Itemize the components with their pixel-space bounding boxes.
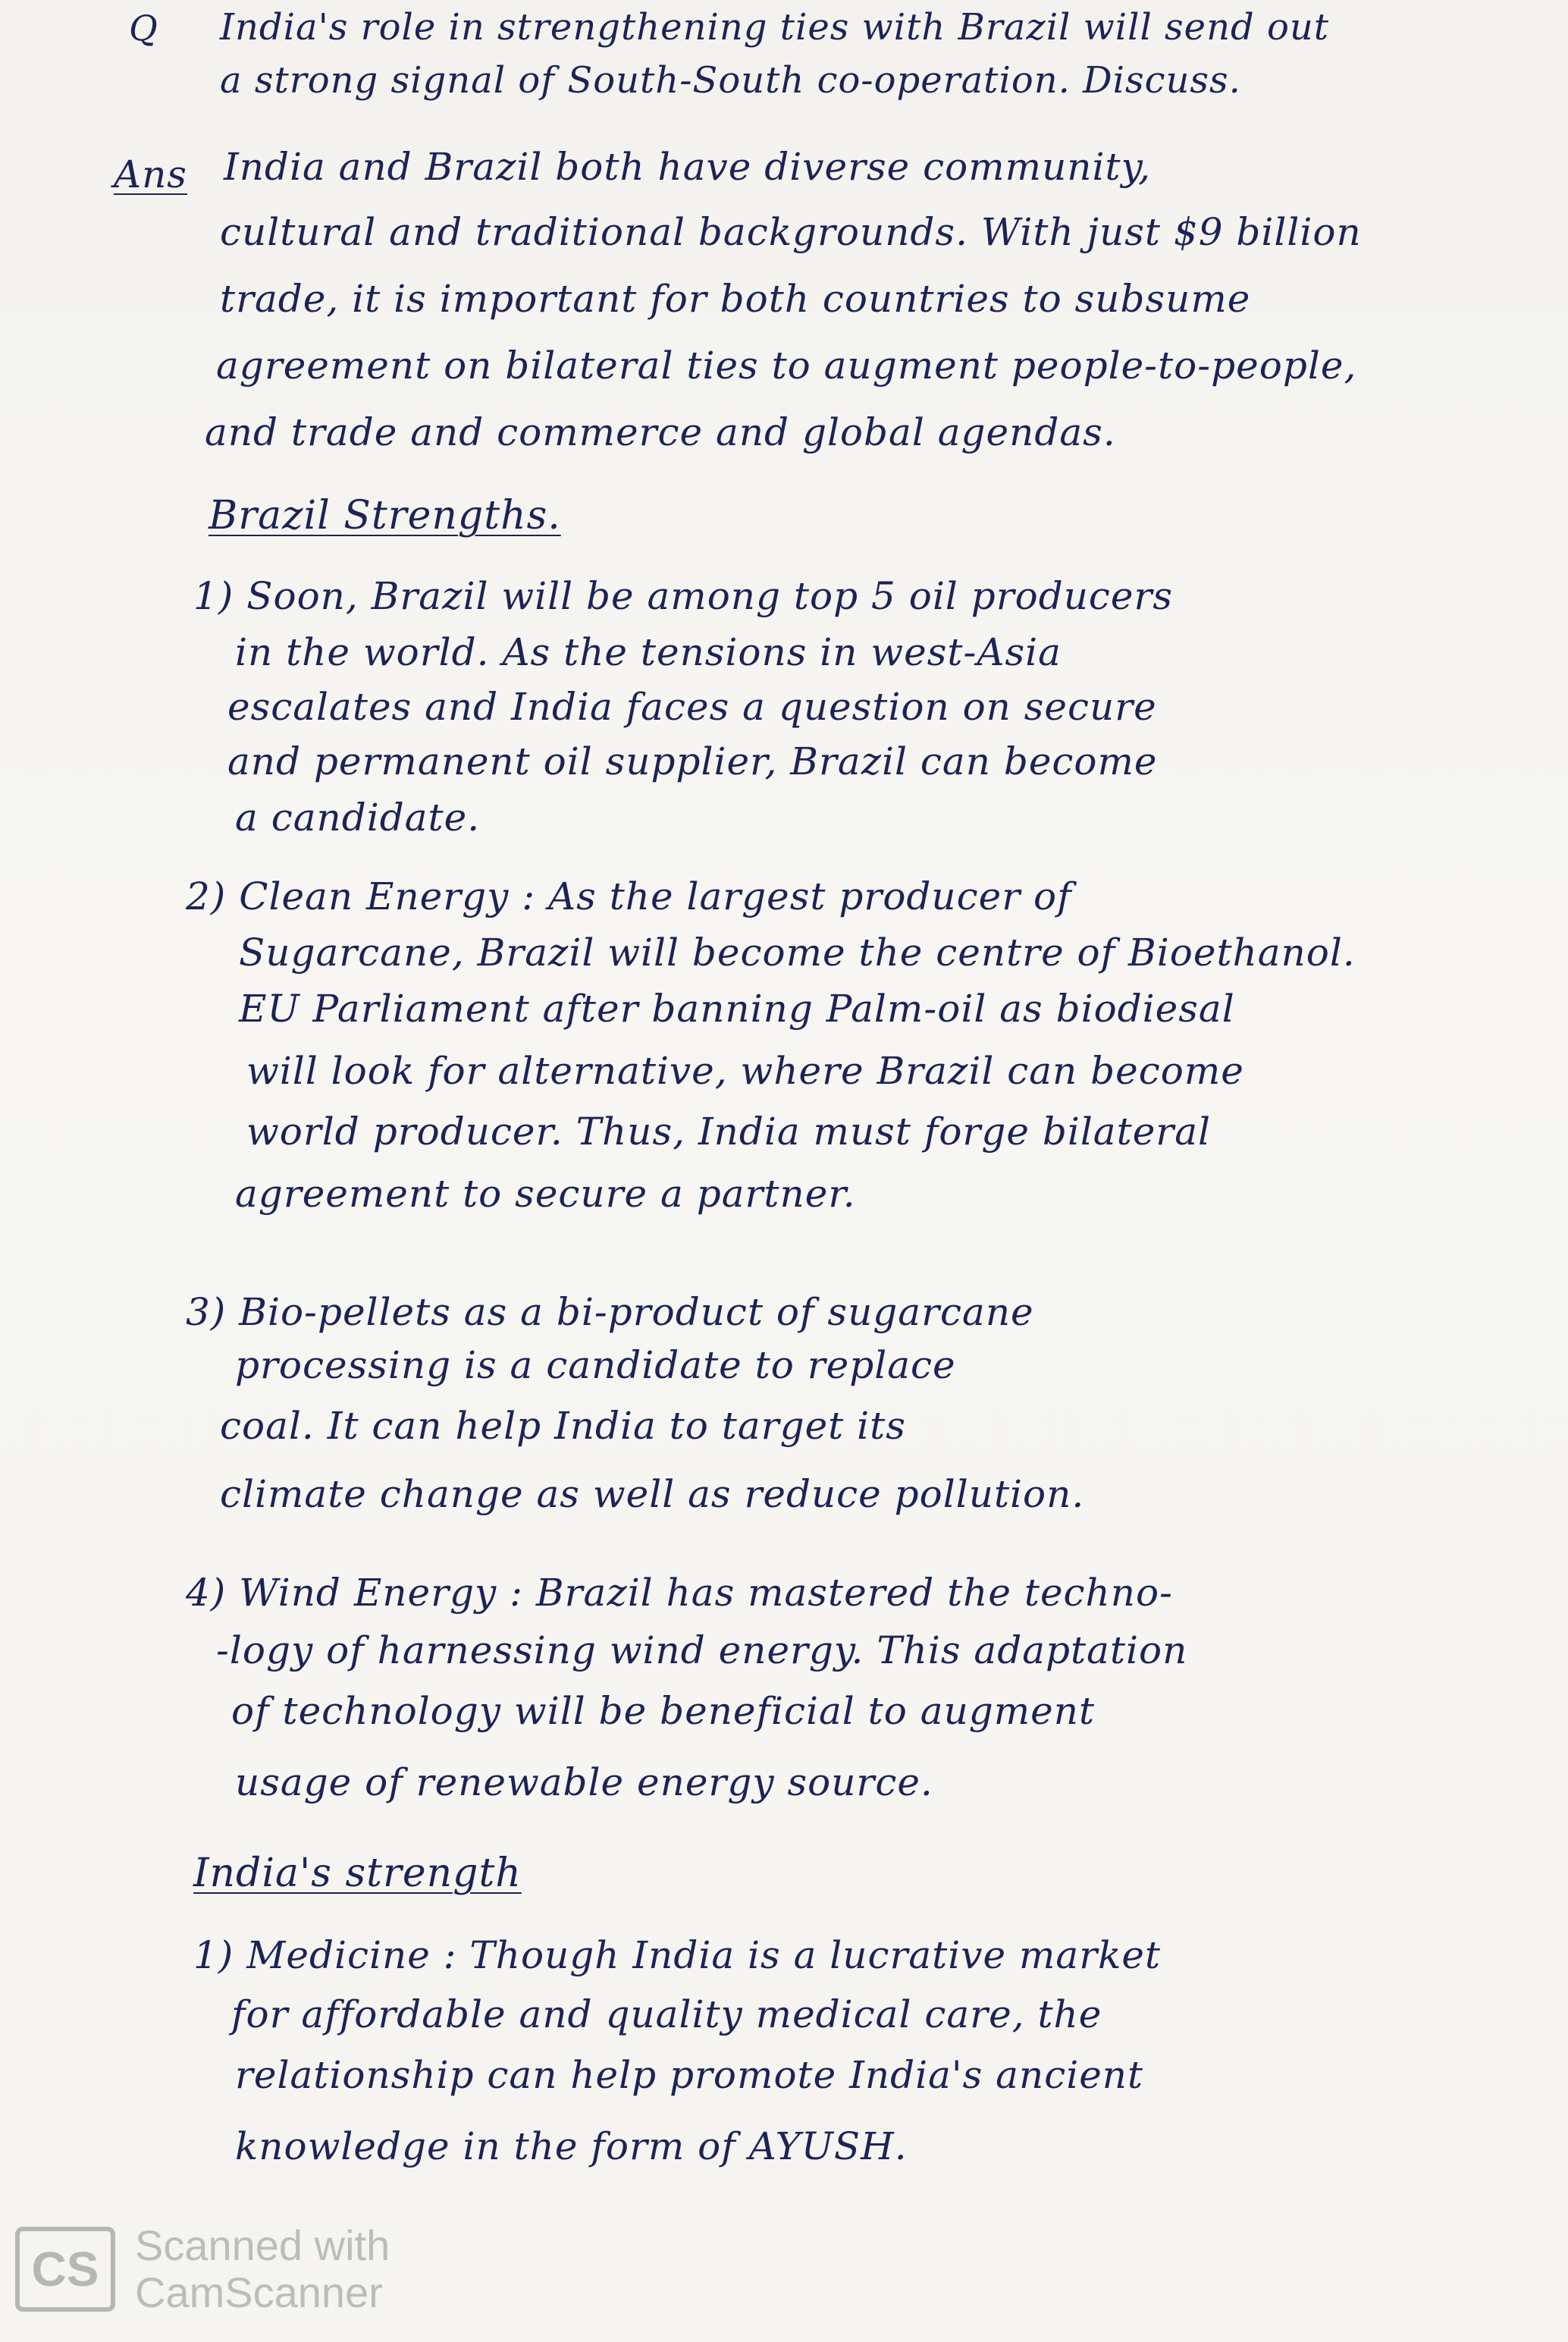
- india-heading: India's strength: [193, 1851, 522, 1896]
- india-p1-line-4: knowledge in the form of AYUSH.: [235, 2124, 908, 2168]
- brazil-heading: Brazil Strengths.: [209, 493, 561, 538]
- watermark-line-2: CamScanner: [135, 2268, 383, 2316]
- question-marker: Q: [129, 8, 158, 49]
- intro-line-3: trade, it is important for both countries to subsume: [220, 277, 1251, 321]
- india-p1-line-2: for affordable and quality medical care, the: [231, 1992, 1102, 2036]
- brazil-p3-line-2: processing is a candidate to replace: [235, 1343, 956, 1387]
- brazil-p2-line-2: Sugarcane, Brazil will become the centre of Bioethanol.: [239, 931, 1356, 975]
- brazil-p2-line-1: 2) Clean Energy : As the largest producer of: [186, 874, 1072, 918]
- question-line-2: a strong signal of South-South co-operation. Discuss.: [220, 59, 1241, 102]
- brazil-p3-line-1: 3) Bio-pellets as a bi-product of sugarcane: [186, 1290, 1034, 1334]
- brazil-p2-line-6: agreement to secure a partner.: [235, 1172, 856, 1216]
- brazil-p4-line-4: usage of renewable energy source.: [235, 1760, 933, 1804]
- brazil-p2-line-5: world producer. Thus, India must forge bilateral: [246, 1110, 1211, 1154]
- brazil-p1-line-5: a candidate.: [235, 796, 481, 840]
- intro-line-1: India and Brazil both have diverse community,: [224, 145, 1152, 189]
- question-line-1: India's role in strengthening ties with Brazil will send out: [220, 6, 1330, 49]
- camscanner-logo-icon: CS: [15, 2227, 115, 2312]
- brazil-p2-line-4: will look for alternative, where Brazil can become: [246, 1049, 1244, 1093]
- brazil-p3-line-4: climate change as well as reduce pollution.: [220, 1472, 1085, 1516]
- india-p1-line-1: 1) Medicine : Though India is a lucrative market: [193, 1933, 1162, 1977]
- brazil-p1-line-4: and permanent oil supplier, Brazil can become: [227, 739, 1158, 783]
- intro-line-4: agreement on bilateral ties to augment people-to-people,: [216, 344, 1357, 388]
- brazil-p1-line-1: 1) Soon, Brazil will be among top 5 oil producers: [193, 574, 1174, 618]
- watermark-text: [135, 2222, 390, 2316]
- watermark-line-1: Scanned with: [135, 2221, 390, 2269]
- answer-label: Ans: [114, 152, 187, 196]
- brazil-p1-line-2: in the world. As the tensions in west-Asia: [235, 630, 1062, 674]
- camscanner-watermark: [15, 2222, 390, 2316]
- india-p1-line-3: relationship can help promote India's ancient: [235, 2053, 1144, 2097]
- brazil-p4-line-2: -logy of harnessing wind energy. This adaptation: [216, 1628, 1188, 1672]
- intro-line-5: and trade and commerce and global agendas.: [205, 410, 1116, 454]
- brazil-p4-line-3: of technology will be beneficial to augment: [231, 1689, 1096, 1733]
- intro-line-2: cultural and traditional backgrounds. With just $9 billion: [220, 210, 1362, 254]
- brazil-p2-line-3: EU Parliament after banning Palm-oil as biodiesal: [239, 987, 1235, 1031]
- brazil-p4-line-1: 4) Wind Energy : Brazil has mastered the techno-: [186, 1571, 1173, 1615]
- brazil-p1-line-3: escalates and India faces a question on secure: [227, 685, 1157, 729]
- brazil-p3-line-3: coal. It can help India to target its: [220, 1404, 906, 1448]
